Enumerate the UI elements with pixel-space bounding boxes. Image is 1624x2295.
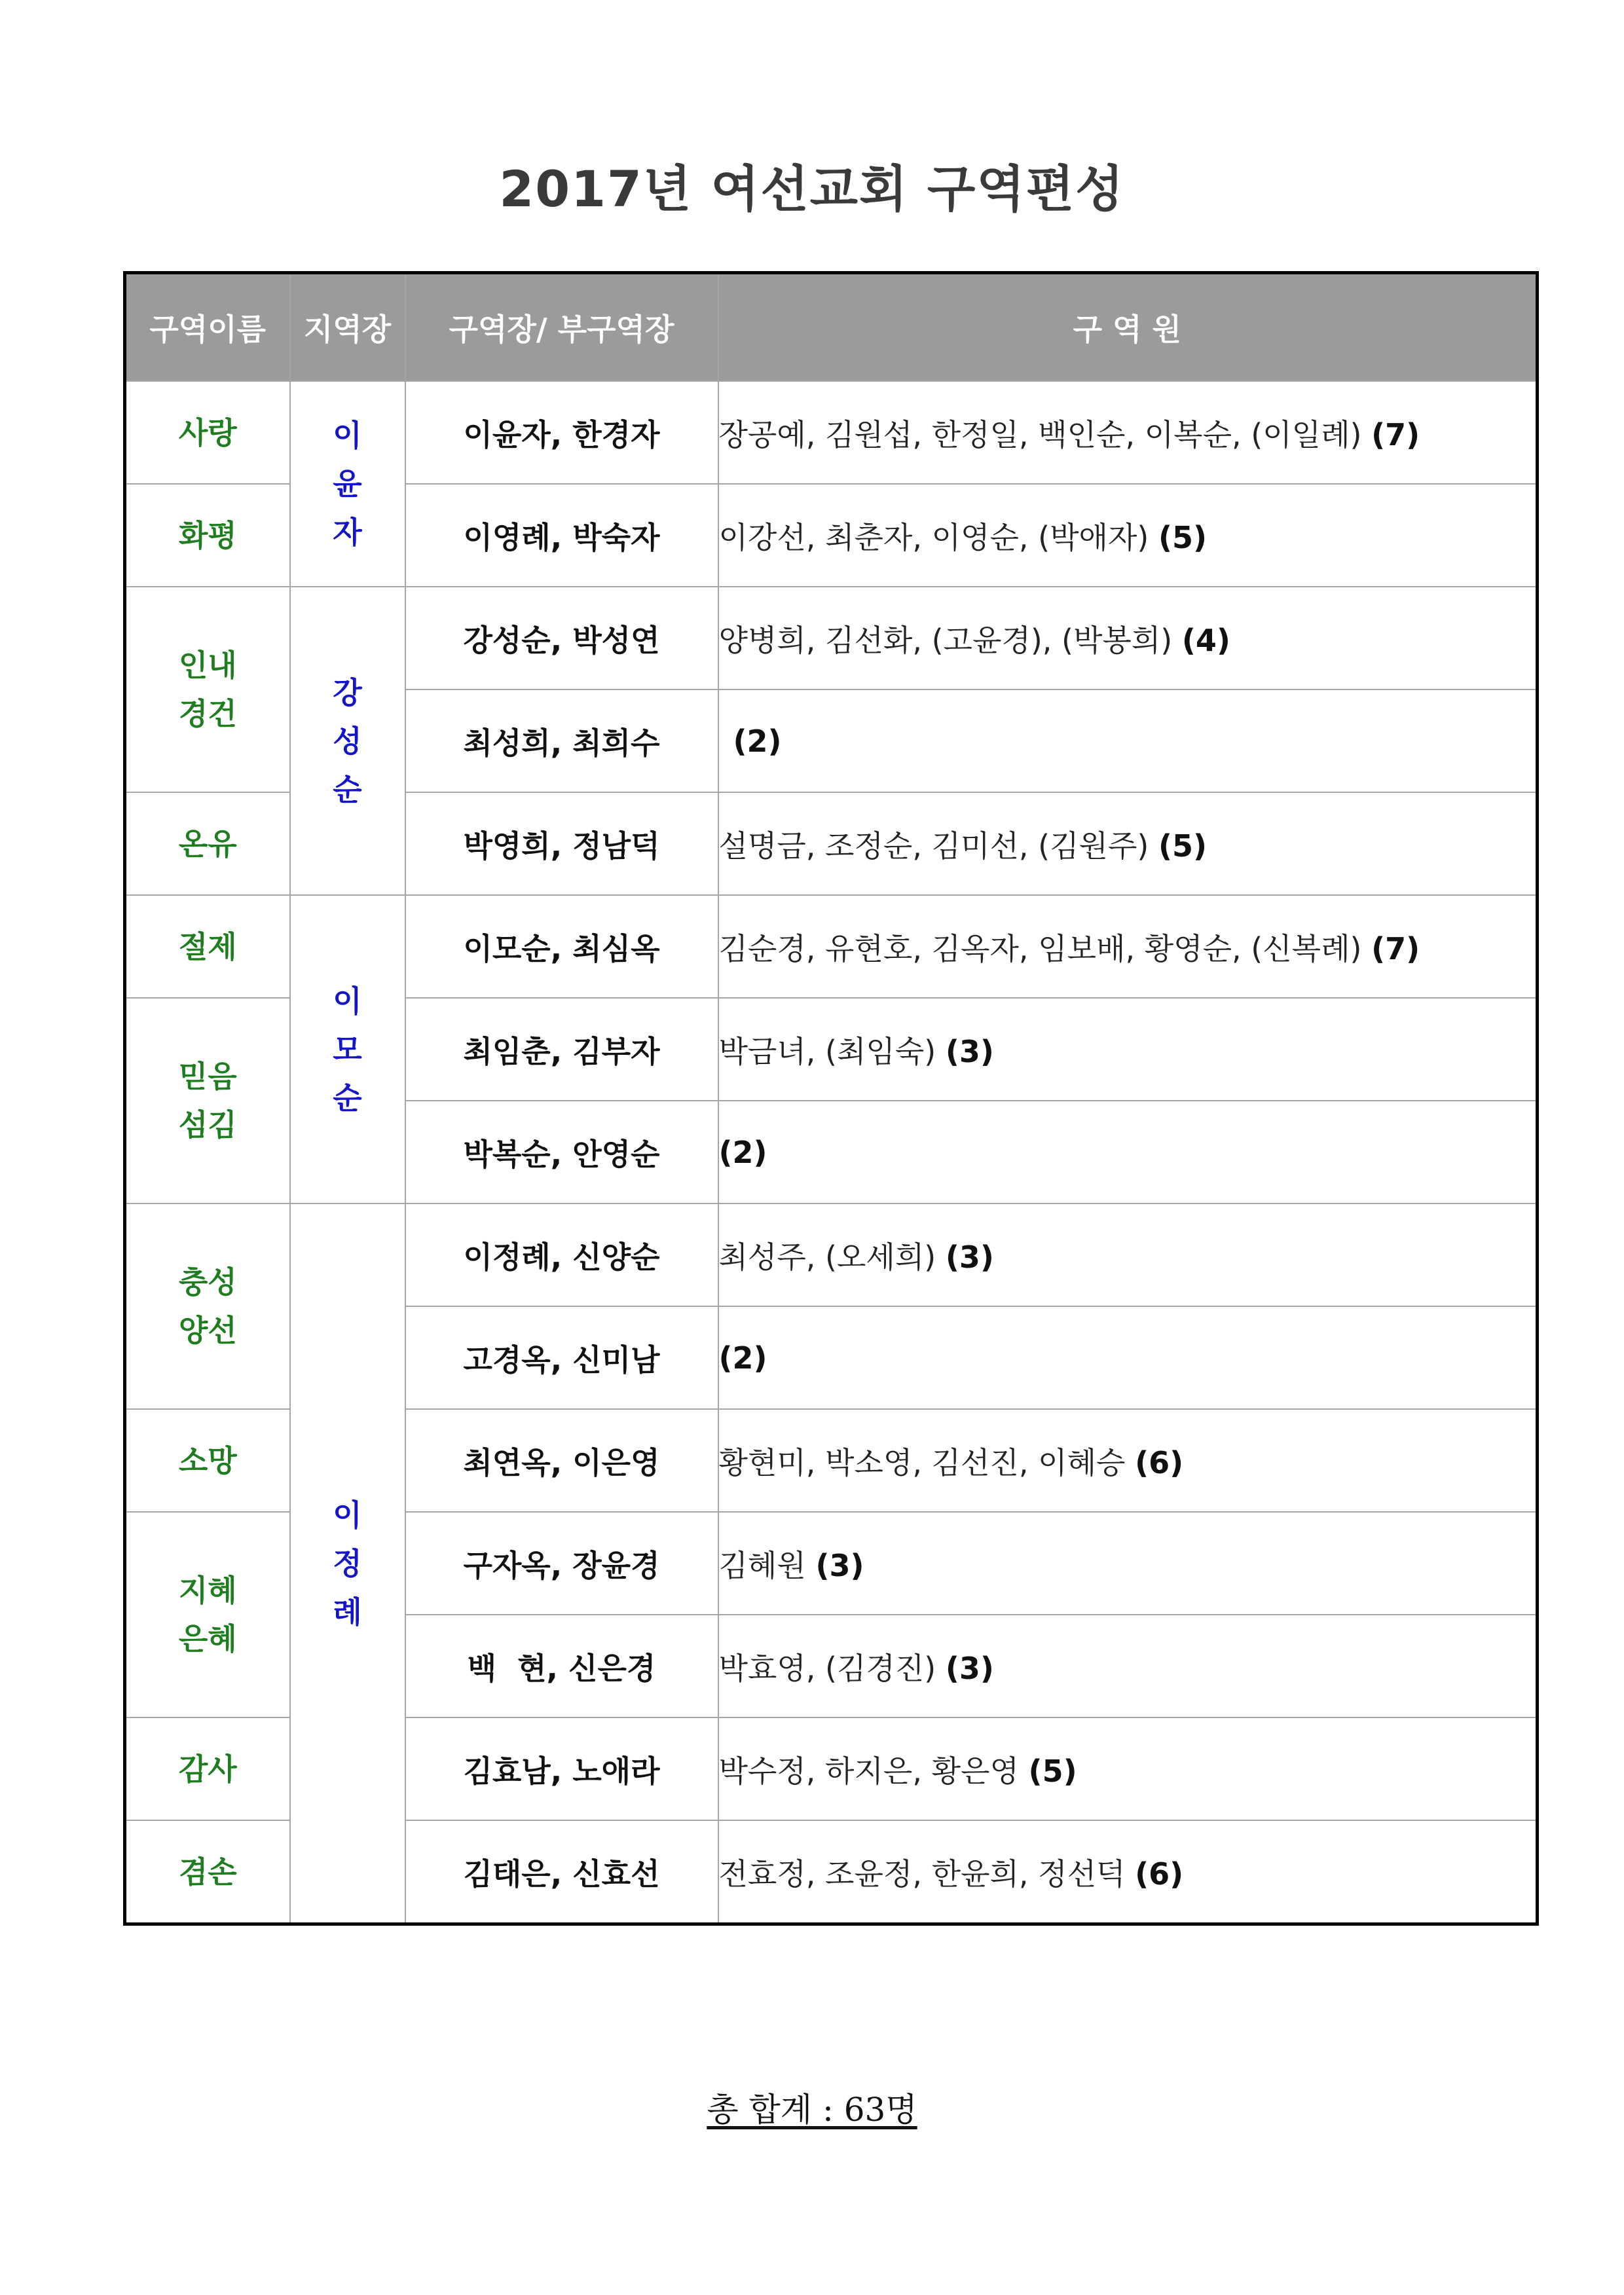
district-name: 화평 xyxy=(125,484,290,587)
table-row xyxy=(125,1203,1538,1306)
district-members: 장공예, 김원섭, 한정일, 백인순, 이복순, (이일례) (7) xyxy=(718,381,1538,484)
district-members: 황현미, 박소영, 김선진, 이혜승 (6) xyxy=(718,1409,1538,1512)
district-name: 감사 xyxy=(125,1717,290,1820)
table-row xyxy=(125,587,1538,689)
district-name: 충성 양선 xyxy=(125,1203,290,1409)
page-title: 2017년 여선교회 구역편성 xyxy=(499,160,1125,218)
regional-leader: 이윤자 xyxy=(290,381,405,587)
district-name: 온유 xyxy=(125,792,290,895)
district-leaders: 이정례, 신양순 xyxy=(405,1203,718,1306)
regional-leader: 이정례 xyxy=(290,1203,405,1924)
table-row xyxy=(125,895,1538,998)
district-leaders: 김효남, 노애라 xyxy=(405,1717,718,1820)
district-members: 설명금, 조정순, 김미선, (김원주) (5) xyxy=(718,792,1538,895)
district-name: 인내 경건 xyxy=(125,587,290,792)
district-members: 김혜원 (3) xyxy=(718,1512,1538,1615)
district-members: 김순경, 유현호, 김옥자, 임보배, 황영순, (신복례) (7) xyxy=(718,895,1538,998)
district-leaders: 최임춘, 김부자 xyxy=(405,998,718,1101)
header-leaders: 구역장/ 부구역장 xyxy=(405,273,718,382)
district-name: 겸손 xyxy=(125,1820,290,1924)
district-leaders: 이영례, 박숙자 xyxy=(405,484,718,587)
grand-total: 총 합계 : 63명 xyxy=(707,2091,917,2129)
district-members: 양병희, 김선화, (고윤경), (박봉희) (4) xyxy=(718,587,1538,689)
district-members: 최성주, (오세희) (3) xyxy=(718,1203,1538,1306)
district-leaders: 백 현, 신은경 xyxy=(405,1615,718,1717)
district-leaders: 구자옥, 장윤경 xyxy=(405,1512,718,1615)
district-roster-table xyxy=(123,271,1539,1926)
district-leaders: 이모순, 최심옥 xyxy=(405,895,718,998)
district-members: (2) xyxy=(718,689,1538,792)
district-name: 소망 xyxy=(125,1409,290,1512)
district-leaders: 강성순, 박성연 xyxy=(405,587,718,689)
district-leaders: 최성희, 최희수 xyxy=(405,689,718,792)
district-name: 사랑 xyxy=(125,381,290,484)
district-members: 박금녀, (최임숙) (3) xyxy=(718,998,1538,1101)
regional-leader: 강성순 xyxy=(290,587,405,895)
district-name: 믿음 섬김 xyxy=(125,998,290,1203)
district-members: 박수정, 하지은, 황은영 (5) xyxy=(718,1717,1538,1820)
header-members: 구 역 원 xyxy=(718,273,1538,382)
district-leaders: 이윤자, 한경자 xyxy=(405,381,718,484)
district-name: 지혜 은혜 xyxy=(125,1512,290,1717)
header-regional-leader: 지역장 xyxy=(290,273,405,382)
district-leaders: 박복순, 안영순 xyxy=(405,1101,718,1203)
district-members: 전효정, 조윤정, 한윤희, 정선덕 (6) xyxy=(718,1820,1538,1924)
district-members: (2) xyxy=(718,1306,1538,1409)
regional-leader: 이모순 xyxy=(290,895,405,1203)
district-leaders: 김태은, 신효선 xyxy=(405,1820,718,1924)
district-name: 절제 xyxy=(125,895,290,998)
district-leaders: 박영희, 정남덕 xyxy=(405,792,718,895)
district-members: 박효영, (김경진) (3) xyxy=(718,1615,1538,1717)
district-leaders: 고경옥, 신미남 xyxy=(405,1306,718,1409)
district-members: (2) xyxy=(718,1101,1538,1203)
district-leaders: 최연옥, 이은영 xyxy=(405,1409,718,1512)
header-district: 구역이름 xyxy=(125,273,290,382)
table-header-row xyxy=(125,273,1538,382)
table-row xyxy=(125,381,1538,484)
district-members: 이강선, 최춘자, 이영순, (박애자) (5) xyxy=(718,484,1538,587)
